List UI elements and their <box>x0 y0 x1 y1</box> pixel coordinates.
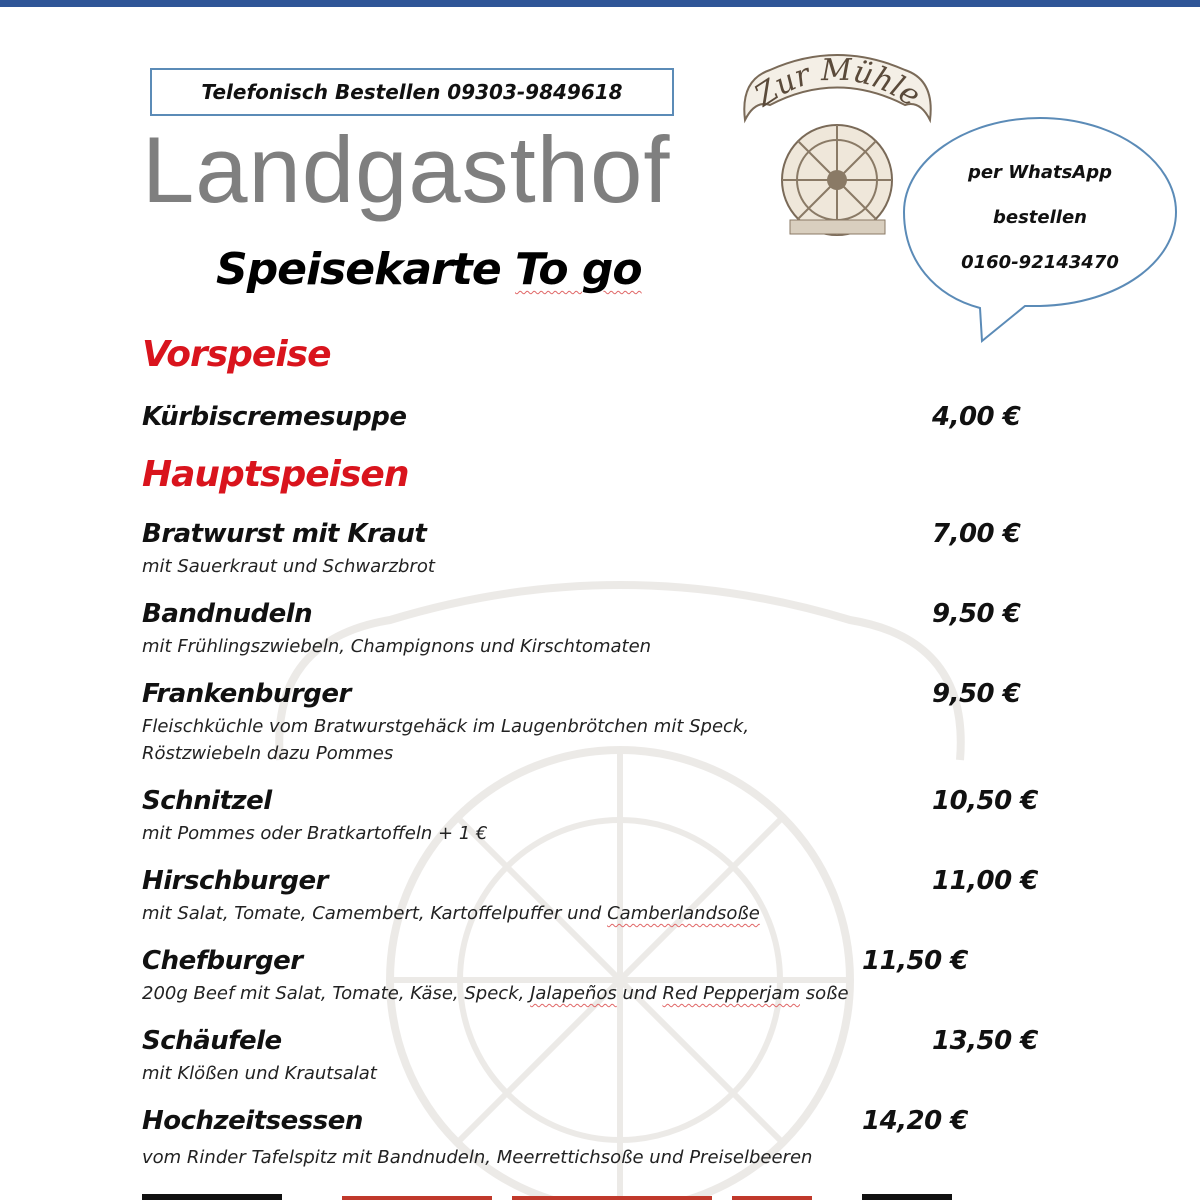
menu-item-description: mit Pommes oder Bratkartoffeln + 1 € <box>142 823 488 844</box>
subtitle-prefix: Speisekarte <box>216 244 515 295</box>
menu-item-price: 14,20 € <box>862 1106 968 1136</box>
menu-item-price: 9,50 € <box>932 679 1021 709</box>
menu-subtitle <box>216 244 642 295</box>
whatsapp-line1: per WhatsApp <box>967 162 1113 183</box>
menu-item-price: 13,50 € <box>932 1026 1038 1056</box>
desc-part-flagged: Jalapeños <box>530 983 617 1004</box>
desc-part: 200g Beef mit Salat, Tomate, Käse, Speck, <box>142 983 531 1004</box>
menu-item-name: Bandnudeln <box>142 599 313 629</box>
menu-item-description: vom Rinder Tafelspitz mit Bandnudeln, Meerrettichsoße und Preiselbeeren <box>142 1147 813 1168</box>
desc-part: und <box>616 983 663 1004</box>
menu-item-name: Frankenburger <box>142 679 351 709</box>
whatsapp-info <box>905 150 1175 285</box>
menu-item-name: Bratwurst mit Kraut <box>142 519 427 549</box>
cut-off-next-item <box>142 1188 962 1200</box>
whatsapp-line3: 0160-92143470 <box>961 252 1119 273</box>
whatsapp-line2: bestellen <box>993 207 1087 228</box>
menu-item-name: Schäufele <box>142 1026 282 1056</box>
menu-item-description <box>142 900 760 927</box>
menu-item-price: 7,00 € <box>932 519 1021 549</box>
top-border <box>0 0 1200 7</box>
menu-item-price: 9,50 € <box>932 599 1021 629</box>
menu-item-price: 11,00 € <box>932 866 1038 896</box>
menu-item-description: mit Sauerkraut und Schwarzbrot <box>142 556 435 577</box>
desc-part-flagged: Camberlandsoße <box>607 903 760 924</box>
menu-item-name: Hirschburger <box>142 866 328 896</box>
menu-item-description-line1: Fleischküchle vom Bratwurstgehäck im Laugenbrötchen mit Speck, <box>142 716 750 737</box>
menu-item-price: 11,50 € <box>862 946 968 976</box>
logo-text: Zur Mühle <box>748 52 927 114</box>
menu-item-price: 4,00 € <box>932 402 1021 432</box>
menu-item-name: Hochzeitsessen <box>142 1106 363 1136</box>
phone-order-box <box>150 68 674 116</box>
menu-item-price: 10,50 € <box>932 786 1038 816</box>
menu-item-description <box>142 980 849 1007</box>
menu-item-description: mit Klößen und Krautsalat <box>142 1063 377 1084</box>
section-starters: Vorspeise <box>142 334 331 375</box>
menu-item-name: Schnitzel <box>142 786 272 816</box>
section-mains: Hauptspeisen <box>142 454 409 495</box>
desc-part-flagged: Red Pepperjam <box>662 983 800 1004</box>
page-title: Landgasthof <box>142 117 671 222</box>
menu-item-name: Kürbiscremesuppe <box>142 402 407 432</box>
phone-order-text: Telefonisch Bestellen 09303-9849618 <box>201 80 623 104</box>
menu-item-name: Chefburger <box>142 946 303 976</box>
desc-part: soße <box>800 983 849 1004</box>
menu-item-description-line2: Röstzwiebeln dazu Pommes <box>142 743 394 764</box>
subtitle-togo: To go <box>515 244 642 295</box>
menu-item-description: mit Frühlingszwiebeln, Champignons und Kirschtomaten <box>142 636 652 657</box>
desc-part: mit Salat, Tomate, Camembert, Kartoffelpuffer und <box>142 903 608 924</box>
